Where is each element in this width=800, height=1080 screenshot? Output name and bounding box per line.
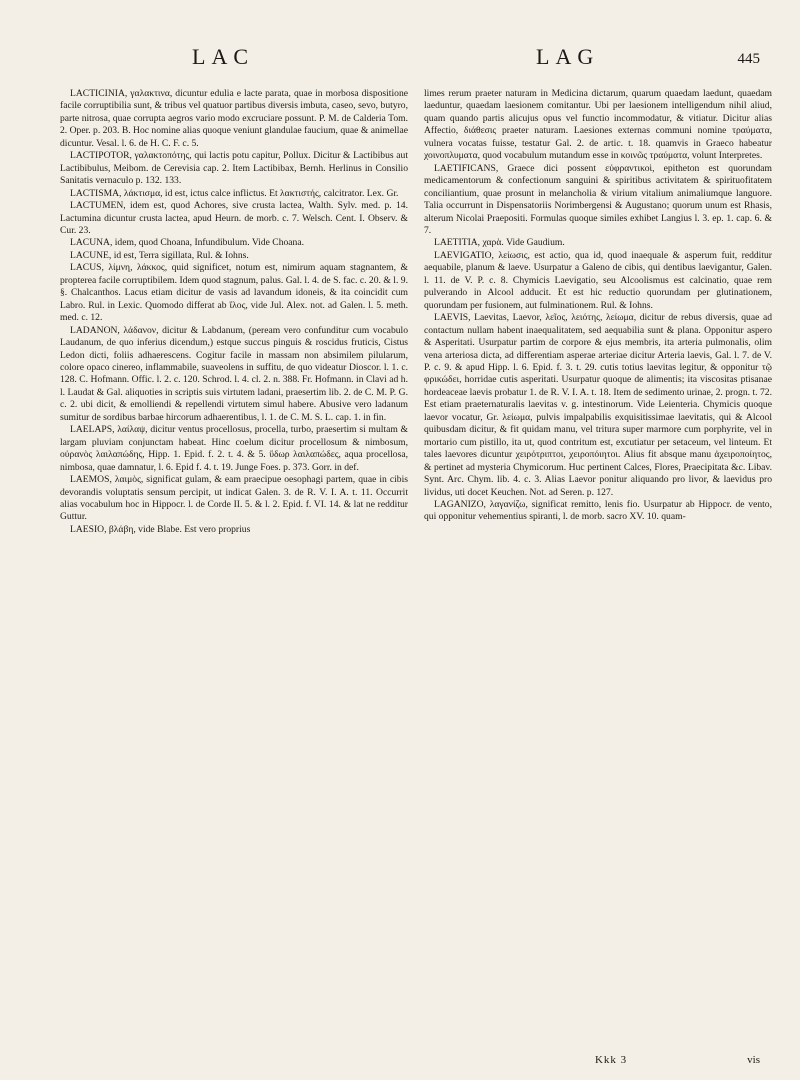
page-number: 445: [737, 51, 760, 67]
entry-lacuna: LACUNA, idem, quod Choana, Infundibulum. Vide Choana.: [70, 237, 304, 249]
text-columns: [60, 88, 772, 536]
entry-laesio: LAESIO, βλάβη, vide Blabe. Est vero proprius: [70, 523, 251, 535]
entry-laesio-continued: limes rerum praeter naturam in Medicina dictarum, quarum quaedam laedunt, quaedam laeduntur, quaedam laesionem comitantur. Ubi per laesionem intelligendum nihil aliud, quam quando partis alicujus opus vel functio incommodatur, & vitiatur. Dicitur alias Affectio, διάθεσις praeter naturam. Laesiones externas communi nomine τραύματα, vulnera vocatas fuisse, testatur Gal. 2. de artic. t. 18. quamvis in Graeco habeatur χοινοπλυματα, quod vocabulum mutandum esse in κοινῶς τραύματα, volunt Interpretes.: [424, 88, 772, 162]
entry-lactisma: LACTISMA, λάκτισμα, id est, ictus calce inflictus. Et λακτιστής, calcitrator. Lex. Gr.: [70, 187, 399, 199]
entry-laetificans: LAETIFICANS, Graece dici possent εὐφραντικοὶ, epitheton est quorundam medicamentorum & confectionum sanguini & spiritibus activitatem & spirituofitatem conciliantium, quae prosunt in melancholia & virium vitalium animaliumque languore. Talia occurrunt in Dispensatoriis Norimbergensi & Augustano; quorum unum est Rhasis, alterum Nicolai Praepositi. Formulas quoque similes exhibet Langius l. 3. ep. 1. cap. 6. & 7.: [424, 162, 772, 236]
entry-lacune: LACUNE, id est, Terra sigillata, Rul. & Iohns.: [70, 249, 249, 261]
entry-lacus: LACUS, λίμνη, λάκκος, quid significet, notum est, nimirum aquam stagnantem, & propterea facile corruptibilem. Idem quod stagnum, palus. Gal. l. 4. de S. fac. c. 20. & l. 9. §. Chalcanthos. Lacus etiam dicitur de vasis ad lavandum idoneis, & ita coincidit cum Labro. Rul. in Lexic. Quomodo differat ab ἴλος, vide Jul. Alex. not. ad Galen. l. 5. meth. med. c. 12.: [60, 262, 408, 324]
entry-laevis: LAEVIS, Laevitas, Laevor, λεῖος, λειότης, λείωμα, dicitur de rebus diversis, quae ad contactum nullam habent inaequalitatem, sed aequabilia sunt & plana. Opponitur aspero & Asperitati. Usurpatur partim de corpore & ejus membris, ita arteria pulmonalis, olim vena arteriosa dicta, ad differentiam asperae arteriae dicitur Arteria laevis, Gal. l. 7. de V. P. c. 9. & apud Hipp. l. 6. Epid. f. 3. t. 29. cutis totius laevitas legitur, & opponitur τῷ φρικώδει, horridae cutis asperitati. Usurpatur quoque de alimentis; ita viscositas ptisanae hordeaceae laevis probatur 1. de R. V. I. A. t. 18. Item de sedimento urinae, 2. progn. t. 72. Est etiam praeternaturalis laevitas v. g. intestinorum. Vide Leienteria. Chymicis quoque laevor vocatur, Gr. λείωμα, pulvis impalpabilis exquisitissimae laevitatis, qui & Alcool quibusdam dicitur, & fit quidam manu, vel tritura super marmore cum porphyrite, vel in mortario cum pistillo, ita ut, quod contritum est, excutiatur per setaceum, vel linteum. Et tales laevores dicuntur χειρότριπτοι, χειροπόιητοι. Alius fit absque manu ἀχειροποίητος, & pertinet ad mysteria Chymicorum. Huc pertinent Calces, Flores, Praecipitata &c. Libav. Synt. Arc. Chym. lib. 4. c. 3. Alias Laevor ponitur aliquando pro livor, & laevidus pro lividus, uti docet Keuchen. Not. ad Seren. p. 127.: [424, 312, 772, 498]
entry-laemos: LAEMOS, λαιμὸς, significat gulam, & eam praecipue oesophagi partem, quae in cibis devorandis voluptatis sensum percipit, ut indicat Galen. 3. de R. V. I. A. t. 11. Occurrit alias vocabulum hoc in Hippocr. l. de Corde II. 5. & l. 2. Epid. f. VI. 14. & lat ne redditur Guttur.: [60, 474, 408, 523]
entry-laetitia: LAETITIA, χαρὰ. Vide Gaudium.: [434, 237, 565, 249]
entry-lacticinia: LACTICINIA, γαλακτινα, dicuntur edulia e lacte parata, quae in morbosa dispositione facile corruptibilia sunt, & tribus vel quatuor partibus diversis imbuta, caseo, sevo, butyro, parte nitrosa, quae corrupta aegros vario modo excruciare possunt. P. M. de Calderia Tom. 2. Oper. p. 203. B. Hoc nomine alias quoque veniunt glandulae faucium, quae & animellae dicuntur. Vesal. l. 6. de H. C. F. c. 5.: [60, 88, 408, 149]
page-footer: [595, 1054, 760, 1066]
entry-lactipotor: LACTIPOTOR, γαλακτοπότης, qui lactis potu capitur, Pollux. Dicitur & Lactibibus aut Lactibibulus, Meibom. de Cerevisia cap. 2. Item Lactibibax, Bernh. Herlinus in Consilio Sanitatis vernaculo p. 132. 133.: [60, 150, 408, 187]
entry-ladanon: LADANON, λάδανον, dicitur & Labdanum, (peream vero confunditur cum vocabulo Laudanum, de quo inferius dicendum,) estque succus pinguis & roscidus fruticis, Cistus Ledon dicti, foliis adhaerescens. Cogitur facile in massam non absimilem pilularum, colore opaco cinereo, inflammabile, suaveolens in suffitu, de quo videatur Dioscor. l. 1. c. 128. C. Hofmann. Offic. l. 2. c. 120. Schrod. l. 4. cl. 2. n. 388. Fr. Hofmann. in Clavi ad h. l. Laudat & Gal. aliquoties in scriptis suis virtutem ladani, praesertim lib. 2. de C. M. P. G. c. 2. ubi dicit, & emolliendi & repellendi virtutem simul habere. Abusive vero ladanum sumitur de sordibus barbae hircorum adhaerentibus, l. 1. de C. M. S. L. cap. 1. in fin.: [60, 324, 408, 423]
running-head-right: LAG: [536, 44, 600, 69]
right-column: [424, 88, 772, 536]
entry-lactumen: LACTUMEN, idem est, quod Achores, sive crusta lactea, Walth. Sylv. med. p. 14. Lactumina dicuntur crusta lactea, apud Heurn. de morb. c. 7. Welsch. Cent. I. Observ. & Cur. 23.: [60, 200, 408, 236]
entry-laelaps: LAELAPS, λαίλαψ, dicitur ventus procellosus, procella, turbo, praesertim si multam & largam pluviam conjunctam habeat. Hinc coelum dicitur procellosum & nimbosum, οὐρανὸς λαιλαπώδης, Hipp. 1. Epid. f. 2. t. 4. & 5. ὕδωρ λαιλαπώδες, aqua procellosa, nimbosa, quae damnatur, l. 6. Epid f. 4. t. 19. Junge Foes. p. 373. Gorr. in def.: [60, 424, 408, 473]
signature-mark: Kkk 3: [594, 1054, 628, 1066]
entry-laevigatio: LAEVIGATIO, λείωσις, est actio, qua id, quod inaequale & asperum fuit, redditur aequabile, planum & laeve. Usurpatur a Galeno de cibis, qui dentibus laevigantur, Galen. l. 11. de V. P. c. 8. Chymicis Laevigatio, seu Alcoolismus est calcinatio, quae rem pulverando in Alcool adducit. Et est hic reductio quorundam per glutinationem, quorundam per fusionem, aut fulminationem. Rul. & Iohns.: [424, 249, 772, 311]
running-head-left: LAC: [192, 44, 254, 69]
left-column: [60, 88, 408, 536]
entry-laganizo: LAGANIZO, λαγανίζω, significat remitto, lenis fio. Usurpatur ab Hippocr. de vento, qui opponitur vehementius spiranti, l. de morb. sacro XV. 10. quam-: [424, 498, 772, 523]
catchword: vis: [747, 1054, 760, 1066]
